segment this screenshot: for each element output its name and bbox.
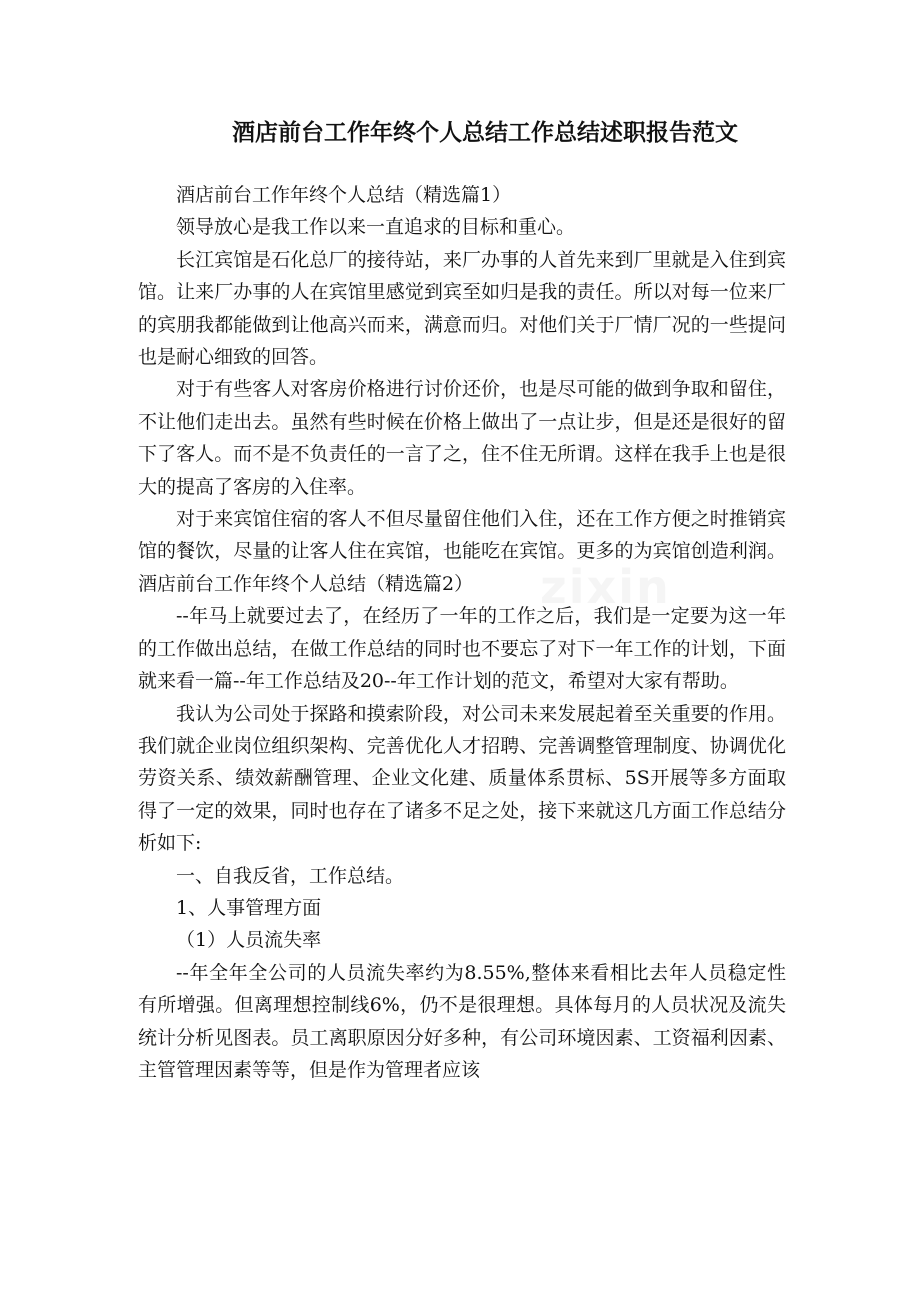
paragraph: 对于来宾馆住宿的客人不但尽量留住他们入住，还在工作方便之时推销宾馆的餐饮，尽量的让客人住在宾馆，也能吃在宾馆。更多的为宾馆创造利润。酒店前台工作年终个人总结（精选篇2） bbox=[138, 508, 786, 595]
paragraph-heading-hr-management: 1、人事管理方面 bbox=[176, 896, 322, 919]
paragraph: --年马上就要过去了，在经历了一年的工作之后，我们是一定要为这一年的工作做出总结，在做工作总结的同时也不要忘了对下一年工作的计划，下面就来看一篇--年工作总结及20--年工作计划的范文，希望对大家有帮助。 bbox=[138, 605, 786, 693]
paragraph: 长江宾馆是石化总厂的接待站，来厂办事的人首先来到厂里就是入住到宾馆。让来厂办事的人在宾馆里感觉到宾至如归是我的责任。所以对每一位来厂的宾朋我都能做到让他高兴而来，满意而归。对他们关于厂情厂况的一些提问也是耐心细致的回答。 bbox=[138, 248, 786, 369]
paragraph: 我认为公司处于探路和摸索阶段，对公司未来发展起着至关重要的作用。我们就企业岗位组织架构、完善优化人才招聘、完善调整管理制度、协调优化劳资关系、绩效薪酬管理、企业文化建、质量体系贯标、5S开展等多方面取得了一定的效果，同时也存在了诸多不足之处，接下来就这几方面工作总结分析如下: bbox=[138, 702, 786, 855]
paragraph: --年全年全公司的人员流失率约为8.55%,整体来看相比去年人员稳定性有所增强。但离理想控制线6%，仍不是很理想。具体每月的人员状况及流失统计分析见图表。员工离职原因分好多种，有公司环境因素、工资福利因素、主管管理因素等等，但是作为管理者应该 bbox=[138, 961, 786, 1081]
paragraph-section-heading-1: 酒店前台工作年终个人总结（精选篇1） bbox=[176, 184, 512, 206]
document-body bbox=[138, 179, 786, 1086]
document-title: 酒店前台工作年终个人总结工作总结述职报告范文 bbox=[232, 120, 738, 146]
paragraph: 领导放心是我工作以来一直追求的目标和重心。 bbox=[176, 216, 576, 239]
paragraph-heading-turnover-rate: （1）人员流失率 bbox=[176, 929, 322, 952]
paragraph: 对于有些客人对客房价格进行讨价还价，也是尽可能的做到争取和留住，不让他们走出去。虽然有些时候在价格上做出了一点让步，但是还是很好的留下了客人。而不是不负责任的一言了之，住不住无所谓。这样在我手上也是很大的提高了客房的入住率。 bbox=[138, 378, 786, 498]
watermark-logo: zixin bbox=[540, 560, 671, 614]
paragraph-heading-self-reflection: 一、自我反省，工作总结。 bbox=[176, 864, 405, 887]
